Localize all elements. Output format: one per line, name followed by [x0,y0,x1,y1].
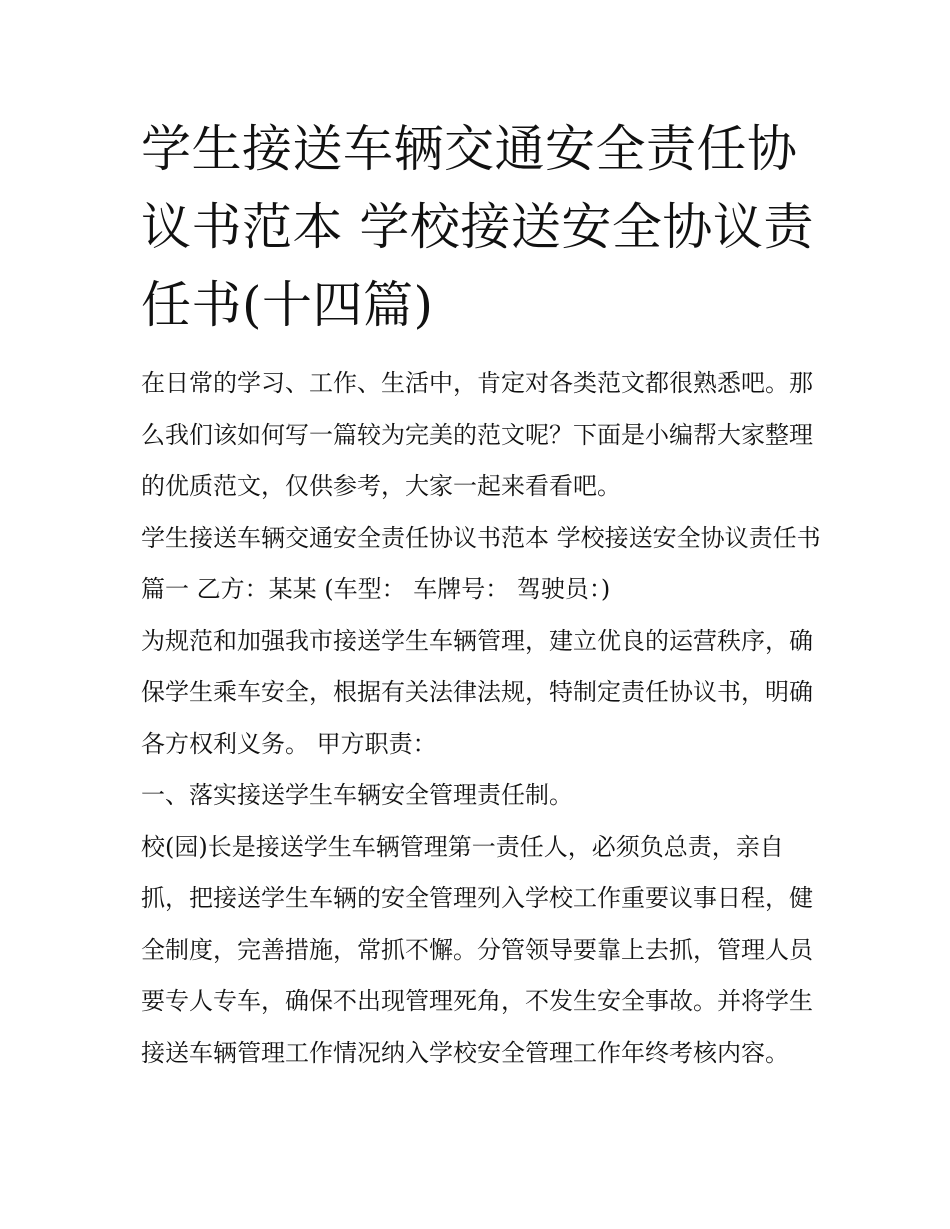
document-body [141,110,821,1079]
purpose-paragraph: 为规范和加强我市接送学生车辆管理，建立优良的运营秩序，确保学生乘车安全，根据有关法律法规，特制定责任协议书，明确各方权利义务。 甲方职责： [141,626,813,758]
clause-paragraph: 校(园)长是接送学生车辆管理第一责任人，必须负总责，亲自抓，把接送学生车辆的安全管理列入学校工作重要议事日程，健全制度，完善措施，常抓不懈。分管领导要靠上去抓，管理人员要专人专车，确保不出现管理死角，不发生安全事故。并将学生接送车辆管理工作情况纳入学校安全管理工作年终考核内容。 [141,832,813,1067]
section-heading-paragraph: 学生接送车辆交通安全责任协议书范本 学校接送安全协议责任书篇一 乙方：某某 (车型： 车牌号： 驾驶员：) [141,523,821,603]
document-title: 学生接送车辆交通安全责任协议书范本 学校接送安全协议责任书(十四篇) [141,120,814,334]
clause-heading: 一、落实接送学生车辆安全管理责任制。 [141,781,573,809]
intro-paragraph: 在日常的学习、工作、生活中，肯定对各类范文都很熟悉吧。那么我们该如何写一篇较为完美的范文呢？下面是小编帮大家整理的优质范文，仅供参考，大家一起来看看吧。 [141,369,813,500]
